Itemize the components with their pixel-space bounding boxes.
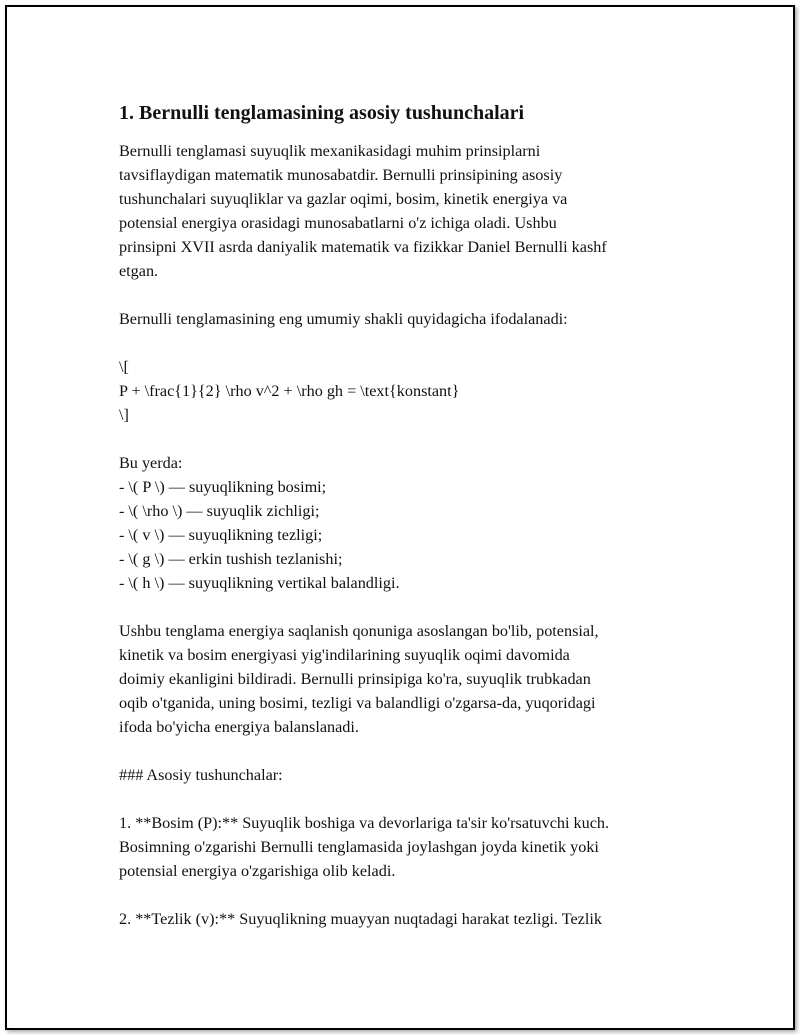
section-heading: 1. Bernulli tenglamasining asosiy tushunchalari: [119, 102, 525, 124]
text-line: etgan.: [119, 262, 159, 280]
text-line: prinsipni XVII asrda daniyalik matematik va fizikkar Daniel Bernulli kashf: [119, 238, 607, 256]
text-line: oqib o'tganida, uning bosimi, tezligi va balandligi o'zgarsa-da, yuqoridagi: [119, 694, 596, 712]
subheading: ### Asosiy tushunchalar:: [119, 766, 283, 784]
list-item: - \( P \) — suyuqlikning bosimi;: [119, 478, 327, 496]
text-line: Ushbu tenglama energiya saqlanish qonuniga asoslangan bo'lib, potensial,: [119, 622, 599, 640]
list-item: - \( g \) — erkin tushish tezlanishi;: [119, 550, 343, 568]
text-line: Bosimning o'zgarishi Bernulli tenglamasida joylashgan joyda kinetik yoki: [119, 838, 599, 856]
document-page: [5, 5, 795, 1030]
text-line: tavsiflaydigan matematik munosabatdir. Bernulli prinsipining asosiy: [119, 166, 563, 184]
text-line: potensial energiya o'zgarishiga olib keladi.: [119, 862, 396, 880]
text-line: Bernulli tenglamasi suyuqlik mexanikasidagi muhim prinsiplarni: [119, 142, 541, 160]
text-line: tushunchalari suyuqliklar va gazlar oqimi, bosim, kinetik energiya va: [119, 190, 568, 208]
text-line: 1. **Bosim (P):** Suyuqlik boshiga va devorlariga ta'sir ko'rsatuvchi kuch.: [119, 814, 610, 832]
text-line: kinetik va bosim energiyasi yig'indilarining suyuqlik oqimi davomida: [119, 646, 570, 664]
formula-line: P + \frac{1}{2} \rho v^2 + \rho gh = \text{konstant}: [119, 382, 460, 400]
text-line: ifoda bo'yicha energiya balanslanadi.: [119, 718, 359, 736]
text-line: 2. **Tezlik (v):** Suyuqlikning muayyan nuqtadagi harakat tezligi. Tezlik: [119, 910, 602, 928]
document-content: [119, 99, 689, 955]
formula-line: \]: [119, 406, 129, 424]
list-item: - \( v \) — suyuqlikning tezligi;: [119, 526, 323, 544]
general-form-paragraph: [119, 307, 689, 331]
variables-list: [119, 451, 689, 595]
list-item: - \( \rho \) — suyuqlik zichligi;: [119, 502, 320, 520]
text-line: Bernulli tenglamasining eng umumiy shakli quyidagicha ifodalanadi:: [119, 310, 568, 328]
concept-item-velocity: [119, 907, 689, 931]
formula-block: [119, 355, 689, 427]
list-item: - \( h \) — suyuqlikning vertikal balandligi.: [119, 574, 400, 592]
text-line: doimiy ekanligini bildiradi. Bernulli prinsipiga ko'ra, suyuqlik trubkadan: [119, 670, 591, 688]
formula-line: \[: [119, 358, 129, 376]
text-line: potensial energiya orasidagi munosabatlarni o'z ichiga oladi. Ushbu: [119, 214, 557, 232]
list-item: Bu yerda:: [119, 454, 183, 472]
conservation-paragraph: [119, 619, 689, 739]
intro-paragraph: [119, 139, 689, 283]
concept-item-pressure: [119, 811, 689, 883]
subheading-paragraph: [119, 763, 689, 787]
